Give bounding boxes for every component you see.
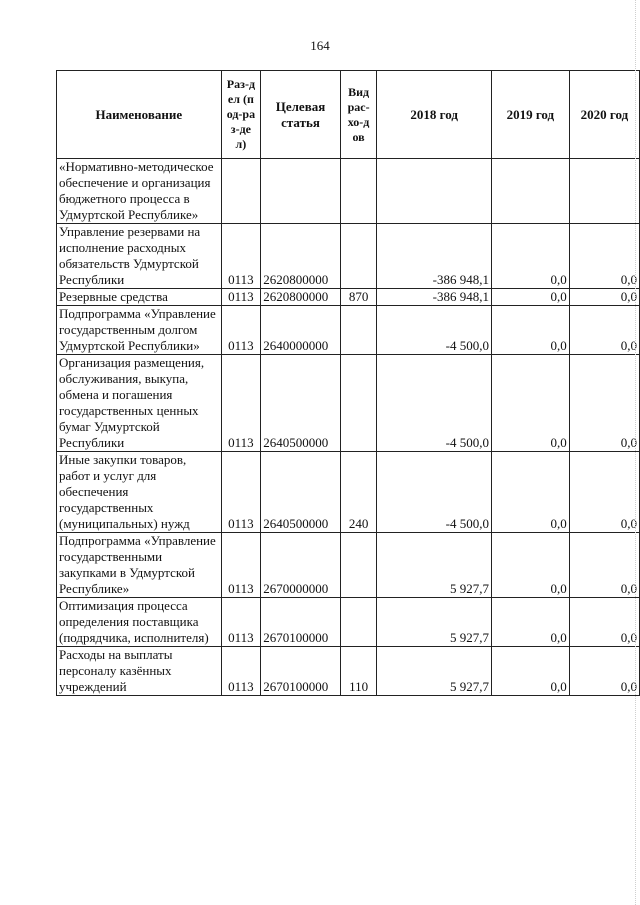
table-row (57, 355, 640, 452)
row-name: Иные закупки товаров, работ и услуг для обеспечения государственных (муниципальных) нужд (57, 452, 222, 533)
row-expense-type: 870 (340, 289, 377, 306)
row-2020: 0,0 (569, 452, 639, 533)
row-article: 2640500000 (261, 355, 341, 452)
row-article: 2640500000 (261, 452, 341, 533)
row-article: 2670000000 (261, 533, 341, 598)
row-section (221, 159, 261, 224)
header-section (221, 71, 261, 159)
row-expense-type: 110 (340, 647, 377, 696)
row-expense-type (340, 533, 377, 598)
row-name: Организация размещения, обслуживания, выкупа, обмена и погашения государственных ценных бумаг Удмуртской Республики (57, 355, 222, 452)
header-expense-type (340, 71, 377, 159)
row-article: 2620800000 (261, 289, 341, 306)
row-section: 0113 (221, 224, 261, 289)
table-row (57, 306, 640, 355)
row-article (261, 159, 341, 224)
header-expense-type-text: Вид рас-хо-дов (347, 84, 370, 144)
row-2018: -4 500,0 (377, 452, 492, 533)
row-article: 2620800000 (261, 224, 341, 289)
row-section: 0113 (221, 647, 261, 696)
table-row (57, 224, 640, 289)
row-2018: 5 927,7 (377, 598, 492, 647)
row-2018: -4 500,0 (377, 355, 492, 452)
budget-table (56, 70, 640, 696)
row-section: 0113 (221, 306, 261, 355)
row-name: Подпрограмма «Управление государственными закупками в Удмуртской Республике» (57, 533, 222, 598)
row-2020 (569, 159, 639, 224)
header-2020: 2020 год (569, 71, 639, 159)
row-2019: 0,0 (491, 306, 569, 355)
header-row (57, 71, 640, 159)
row-2019: 0,0 (491, 224, 569, 289)
row-2020: 0,0 (569, 598, 639, 647)
row-2018: 5 927,7 (377, 647, 492, 696)
row-expense-type (340, 355, 377, 452)
row-expense-type (340, 224, 377, 289)
row-article: 2670100000 (261, 647, 341, 696)
row-2020: 0,0 (569, 289, 639, 306)
row-2020: 0,0 (569, 533, 639, 598)
row-name: «Нормативно-методическое обеспечение и организация бюджетного процесса в Удмуртской Республике» (57, 159, 222, 224)
row-section: 0113 (221, 289, 261, 306)
row-2019: 0,0 (491, 355, 569, 452)
row-2019: 0,0 (491, 533, 569, 598)
row-name: Резервные средства (57, 289, 222, 306)
header-2018: 2018 год (377, 71, 492, 159)
row-2019: 0,0 (491, 289, 569, 306)
row-expense-type (340, 598, 377, 647)
row-2019 (491, 159, 569, 224)
row-expense-type: 240 (340, 452, 377, 533)
row-expense-type (340, 159, 377, 224)
row-2020: 0,0 (569, 224, 639, 289)
row-name: Оптимизация процесса определения поставщика (подрядчика, исполнителя) (57, 598, 222, 647)
row-name: Подпрограмма «Управление государственным долгом Удмуртской Республики» (57, 306, 222, 355)
table-row (57, 289, 640, 306)
row-article: 2670100000 (261, 598, 341, 647)
row-2019: 0,0 (491, 452, 569, 533)
row-2018: -386 948,1 (377, 289, 492, 306)
row-2018 (377, 159, 492, 224)
row-section: 0113 (221, 598, 261, 647)
table-row (57, 598, 640, 647)
table-row (57, 452, 640, 533)
row-2018: -386 948,1 (377, 224, 492, 289)
header-article (261, 71, 341, 159)
table-row (57, 159, 640, 224)
row-2018: 5 927,7 (377, 533, 492, 598)
row-2020: 0,0 (569, 647, 639, 696)
header-2019: 2019 год (491, 71, 569, 159)
row-section: 0113 (221, 355, 261, 452)
table-row (57, 533, 640, 598)
row-2019: 0,0 (491, 598, 569, 647)
row-section: 0113 (221, 533, 261, 598)
row-2019: 0,0 (491, 647, 569, 696)
row-section: 0113 (221, 452, 261, 533)
page-number: 164 (310, 38, 330, 53)
row-expense-type (340, 306, 377, 355)
row-2020: 0,0 (569, 355, 639, 452)
header-section-text: Раз-дел (под-раз-дел) (226, 77, 256, 151)
row-name: Расходы на выплаты персоналу казённых учреждений (57, 647, 222, 696)
row-2018: -4 500,0 (377, 306, 492, 355)
table-row (57, 647, 640, 696)
header-article-text: Целевая статья (275, 98, 326, 130)
row-2020: 0,0 (569, 306, 639, 355)
row-name: Управление резервами на исполнение расходных обязательств Удмуртской Республики (57, 224, 222, 289)
header-name: Наименование (57, 71, 222, 159)
scan-edge (635, 0, 640, 905)
row-article: 2640000000 (261, 306, 341, 355)
